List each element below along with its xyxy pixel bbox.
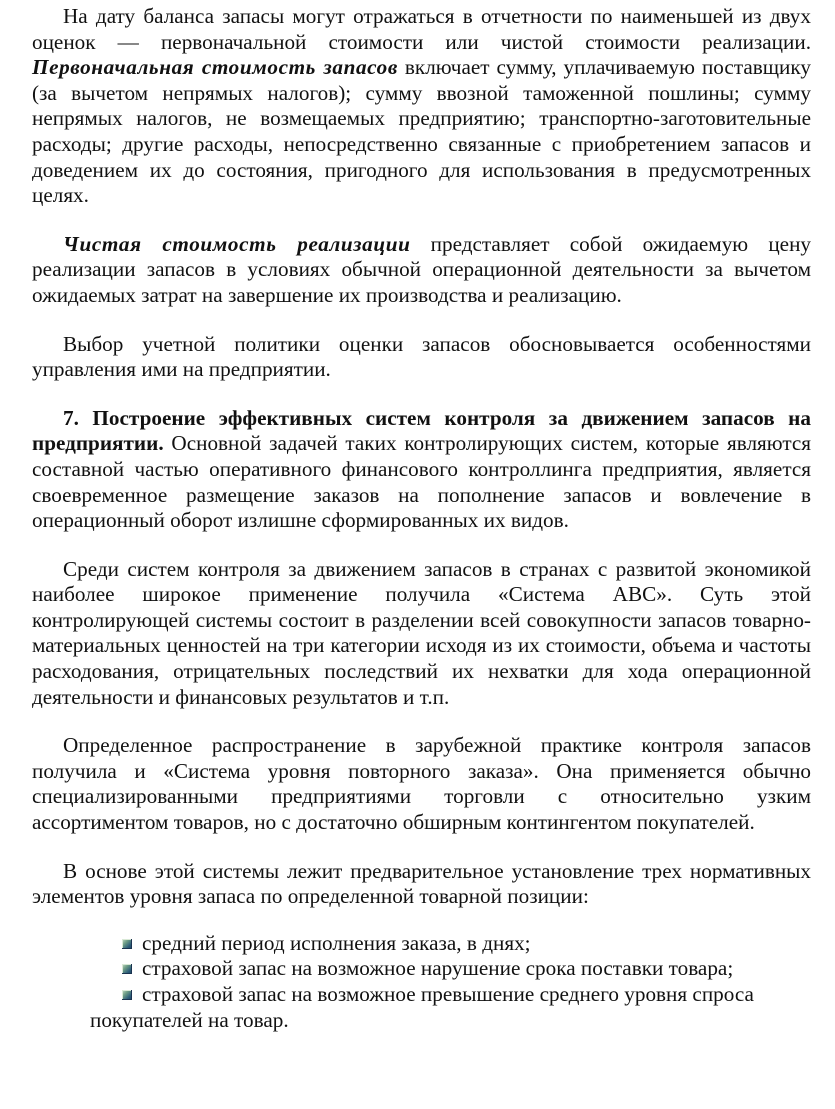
paragraph-section-7-rest: Основной задачей таких контролирующих систем, которые являются составной частью оперативного финансового контроллинга предприятия, является своевременное размещение заказов на пополнение запасов и вовлечение в операционный оборот излишне сформированных их видов. (32, 431, 811, 533)
paragraph-net-realizable-value (32, 232, 811, 309)
paragraph-net-realizable-value-rest: представляет собой ожидаемую цену реализации запасов в условиях обычной операционной деятельности за вычетом ожидаемых затрат на завершение их производства и реализацию. (32, 231, 811, 307)
paragraph-normative-elements: В основе этой системы лежит предварительное установление трех нормативных элементов уровня запаса по определенной товарной позиции: (32, 858, 811, 909)
list-item-text: страховой запас на возможное превышение среднего уровня спроса покупателей на товар. (90, 982, 754, 1032)
paragraph-abc-system: Среди систем контроля за движением запасов в странах с развитой экономикой наиболее широкое применение получила «Система АВС». Суть этой контролирующей системы состоит в разделении всей совокупности запасов товарно-материальных ценностей на три категории исходя из их стоимости, объема и частоты расходования, отрицательных последствий их нехватки для хода операционной деятельности и финансовых результатов и т.п. (32, 556, 811, 709)
list-item-text: страховой запас на возможное нарушение срока поставки товара; (142, 956, 734, 981)
square-bullet-icon (122, 939, 132, 949)
term-net-realizable-value: Чистая стоимость реализации (63, 231, 411, 256)
paragraph-section-7 (32, 406, 811, 534)
square-bullet-icon (122, 964, 132, 974)
bullet-list (90, 931, 811, 1033)
paragraph-reorder-system: Определенное распространение в зарубежной практике контроля запасов получила и «Система уровня повторного заказа». Она применяется обычно специализированными предприятиями торговли с относительно узким ассортиментом товаров, но с достаточно обширным контингентом покупателей. (32, 733, 811, 835)
list-item (90, 931, 811, 957)
paragraph-accounting-policy: Выбор учетной политики оценки запасов обосновывается особенностями управления ими на предприятии. (32, 331, 811, 382)
list-item (90, 956, 811, 982)
square-bullet-icon (122, 990, 132, 1000)
list-item-text: средний период исполнения заказа, в днях; (142, 930, 531, 955)
paragraph-valuation (32, 4, 811, 209)
paragraph-valuation-intro: На дату баланса запасы могут отражаться в отчетности по наименьшей из двух оценок — первоначальной стоимости или чистой стоимости реализации. (32, 4, 811, 54)
list-item (90, 982, 811, 1033)
paragraph-valuation-rest: включает сумму, уплачиваемую поставщику (за вычетом непрямых налогов); сумму ввозной таможенной пошлины; сумму непрямых налогов, не возмещаемых предприятию; транспортно-заготовительные расходы; другие расходы, непосредственно связанные с приобретением запасов и доведением их до состояния, пригодного для использования в предусмотренных целях. (32, 55, 811, 208)
section-heading: 7. Построение эффективных систем контроля за движением запасов на предприятии. (32, 405, 811, 456)
term-initial-cost: Первоначальная стоимость запасов (32, 55, 398, 80)
